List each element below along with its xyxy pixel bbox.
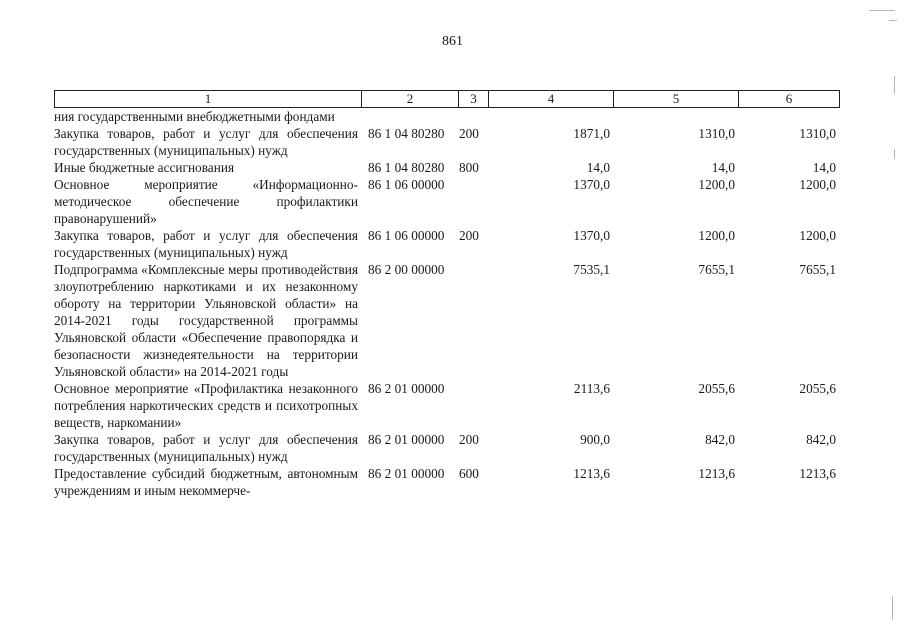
row-code: 86 2 01 00000 (368, 432, 445, 447)
scan-edge-marks (859, 6, 899, 634)
row-expense-type (457, 261, 487, 380)
row-name: Предоставление субсидий бюджетным, автономным учреждениям и иным некоммерче- (54, 466, 358, 498)
row-value-6: 1213,6 (799, 466, 836, 481)
row-code: 86 1 04 80280 (368, 160, 445, 175)
row-code: 86 2 00 00000 (368, 262, 445, 277)
row-code: 86 1 04 80280 (368, 126, 445, 141)
row-expense-type (457, 380, 487, 431)
column-header-4: 4 (488, 91, 613, 107)
row-code: 86 1 06 00000 (368, 228, 445, 243)
row-code (364, 108, 457, 125)
row-name: ния государственными внебюджетными фондами (54, 109, 335, 124)
row-expense-type: 800 (459, 160, 479, 175)
row-value-4 (487, 108, 612, 125)
row-value-6: 1310,0 (799, 126, 836, 141)
row-value-4: 14,0 (586, 160, 610, 175)
table-row (54, 125, 840, 159)
row-value-5: 842,0 (705, 432, 735, 447)
row-value-5: 7655,1 (698, 262, 735, 277)
row-expense-type: 200 (459, 432, 479, 447)
row-value-6: 1200,0 (799, 228, 836, 243)
row-code: 86 1 06 00000 (368, 177, 445, 192)
row-value-5: 1200,0 (698, 228, 735, 243)
row-name: Подпрограмма «Комплексные меры противодействия злоупотреблению наркотиками и их незаконному обороту на территории Ульяновской области» на 2014-2021 годы государственной программы Ульяновской области «Обеспечение правопорядка и безопасности жизнедеятельности на территории Ульяновской области» на 2014-2021 годы (54, 262, 358, 379)
row-code: 86 2 01 00000 (368, 466, 445, 481)
row-expense-type: 200 (459, 228, 479, 243)
row-name: Основное мероприятие «Информационно-методическое обеспечение профилактики правонарушений» (54, 177, 358, 226)
row-value-4: 1213,6 (573, 466, 610, 481)
table-row (54, 380, 840, 431)
row-value-4: 900,0 (580, 432, 610, 447)
row-name: Закупка товаров, работ и услуг для обеспечения государственных (муниципальных) нужд (54, 126, 358, 158)
row-name: Иные бюджетные ассигнования (54, 160, 235, 175)
table-row (54, 108, 840, 125)
page-number: 861 (442, 34, 463, 49)
column-header-1: 1 (204, 91, 212, 106)
budget-table (54, 90, 840, 499)
row-value-6: 14,0 (812, 160, 836, 175)
row-code: 86 2 01 00000 (368, 381, 445, 396)
column-header-3: 3 (458, 91, 488, 107)
column-header-2: 2 (361, 91, 458, 107)
row-value-5 (612, 108, 737, 125)
row-value-5: 1213,6 (698, 466, 735, 481)
row-value-4: 2113,6 (573, 381, 610, 396)
table-header (54, 90, 840, 108)
row-value-4: 1370,0 (573, 177, 610, 192)
row-expense-type (457, 176, 487, 227)
row-name: Закупка товаров, работ и услуг для обеспечения государственных (муниципальных) нужд (54, 228, 358, 260)
row-name: Основное мероприятие «Профилактика незаконного потребления наркотических средств и психотропных веществ, наркомании» (54, 381, 358, 430)
row-expense-type: 200 (459, 126, 479, 141)
table-row (54, 261, 840, 380)
row-value-6: 2055,6 (799, 381, 836, 396)
row-value-4: 1370,0 (573, 228, 610, 243)
column-header-6: 6 (738, 91, 839, 107)
row-value-6 (737, 108, 840, 125)
table-row (54, 159, 840, 176)
column-header-5: 5 (613, 91, 738, 107)
row-value-6: 7655,1 (799, 262, 836, 277)
table-row (54, 465, 840, 499)
row-value-6: 1200,0 (799, 177, 836, 192)
row-value-4: 1871,0 (573, 126, 610, 141)
row-expense-type: 600 (459, 466, 479, 481)
table-row (54, 431, 840, 465)
row-value-5: 1200,0 (698, 177, 735, 192)
row-name: Закупка товаров, работ и услуг для обеспечения государственных (муниципальных) нужд (54, 432, 358, 464)
row-value-5: 2055,6 (698, 381, 735, 396)
row-value-4: 7535,1 (573, 262, 610, 277)
row-value-6: 842,0 (806, 432, 836, 447)
table-row (54, 227, 840, 261)
row-expense-type (457, 108, 487, 125)
row-value-5: 1310,0 (698, 126, 735, 141)
table-row (54, 176, 840, 227)
row-value-5: 14,0 (711, 160, 735, 175)
